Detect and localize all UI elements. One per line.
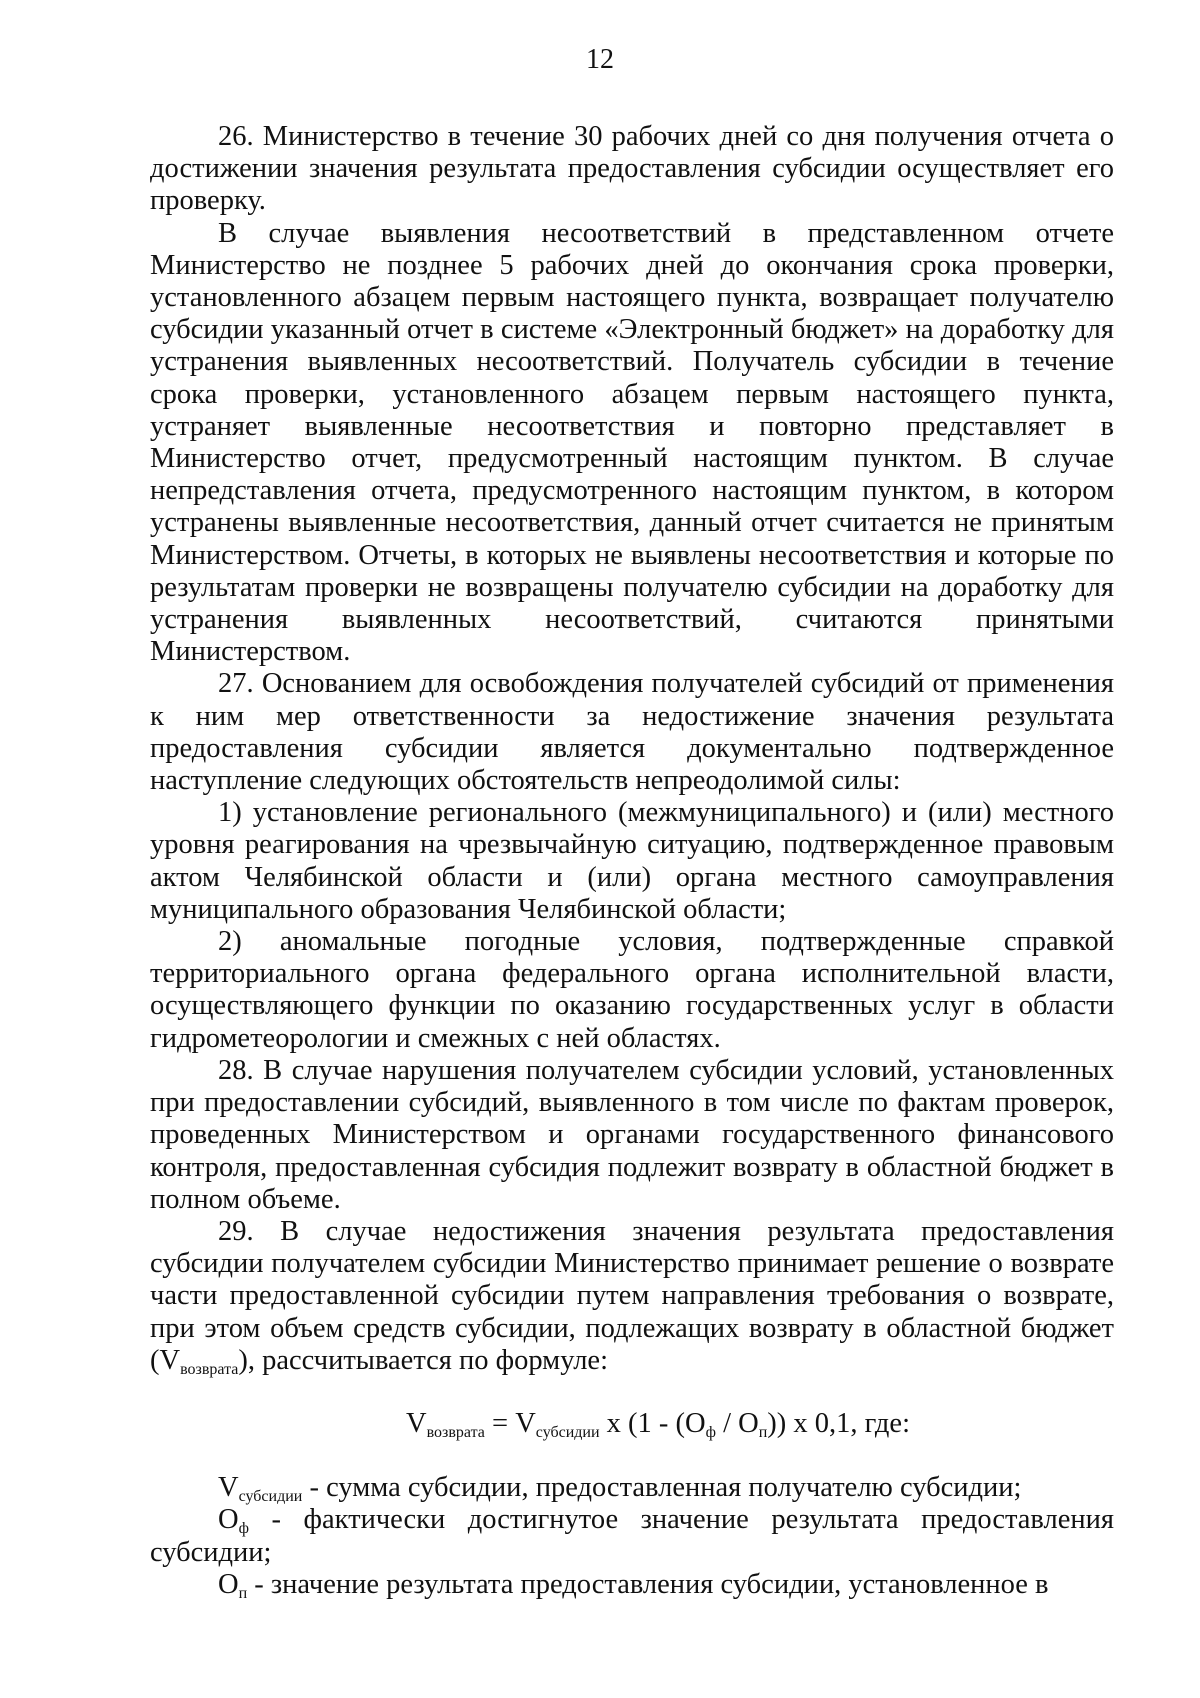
formula [150, 1408, 1114, 1440]
paragraph-27-item-2: 2) аномальные погодные условия, подтвержденные справкой территориального органа федерального органа исполнительной власти, осуществляющего функции по оказанию государственных услуг в области гидрометеорологии и смежных с ней областях. [150, 926, 1114, 1054]
definition-v-subsidy-symbol: V [218, 1472, 239, 1504]
paragraph-29-tail: рассчитывается по формуле: [262, 1344, 608, 1376]
document-body [150, 121, 1114, 1601]
definition-v-subsidy [150, 1472, 1114, 1504]
formula-v-return-sub: возврата [426, 1423, 485, 1441]
definition-o-fact [150, 1504, 1114, 1568]
formula-equals: = V [484, 1407, 536, 1439]
definition-v-subsidy-sub: субсидии [238, 1488, 303, 1506]
definition-o-plan-sub: п [238, 1584, 248, 1602]
formula-v-subsidy-sub: субсидии [535, 1423, 600, 1441]
definition-o-plan-symbol: O [218, 1568, 239, 1600]
paragraph-29-text: 29. В случае недостижения значения результата предоставления субсидии получателем субсидии Министерство принимает решение о возврате части предоставленной субсидии путем направления требования о возврате, при этом объем средств субсидии, подлежащих возврату в областной бюджет (V [150, 1215, 1114, 1376]
definition-v-subsidy-text: - сумма субсидии, предоставленная получателю субсидии; [302, 1472, 1022, 1504]
formula-o-plan-sub: п [758, 1423, 768, 1441]
definition-o-plan [150, 1569, 1114, 1601]
formula-end: )) x 0,1, где: [767, 1407, 910, 1439]
page-number: 12 [586, 44, 614, 75]
definition-o-plan-text: - значение результата предоставления субсидии, установленное в [247, 1568, 1049, 1600]
formula-slash: / O [715, 1407, 759, 1439]
formula-o-fact-sub: ф [705, 1423, 716, 1441]
paragraph-27: 27. Основанием для освобождения получателей субсидий от применения к ним мер ответственности за недостижение значения результата предоставления субсидии является документально подтвержденное наступление следующих обстоятельств непреодолимой силы: [150, 668, 1114, 797]
paragraph-29 [150, 1216, 1114, 1377]
formula-mid: x (1 - (O [599, 1407, 706, 1439]
definition-o-fact-text: - фактически достигнутое значение результата предоставления субсидии; [150, 1504, 1114, 1568]
definition-o-fact-symbol: O [218, 1504, 239, 1536]
formula-v-return: V [406, 1407, 427, 1439]
paragraph-29-subscript: возврата [180, 1360, 239, 1378]
paragraph-28: 28. В случае нарушения получателем субсидии условий, установленных при предоставлении субсидий, выявленного в том числе по фактам проверок, проведенных Министерством и органами государственного финансового контроля, предоставленная субсидия подлежит возврату в областной бюджет в полном объеме. [150, 1054, 1114, 1215]
paragraph-27-item-1: 1) установление регионального (межмуниципального) и (или) местного уровня реагирования на чрезвычайную ситуацию, подтвержденное правовым актом Челябинской области и (или) органа местного самоуправления муниципального образования Челябинской области; [150, 797, 1114, 925]
definition-o-fact-sub: ф [238, 1520, 249, 1538]
paragraph-26-second: В случае выявления несоответствий в представленном отчете Министерство не позднее 5 рабочих дней до окончания срока проверки, установленного абзацем первым настоящего пункта, возвращает получателю субсидии указанный отчет в системе «Электронный бюджет» на доработку для устранения выявленных несоответствий. Получатель субсидии в течение срока проверки, установленного абзацем первым настоящего пункта, устраняет выявленные несоответствия и повторно представляет в Министерство отчет, предусмотренный настоящим пунктом. В случае непредставления отчета, предусмотренного настоящим пунктом, в котором устранены выявленные несоответствия, данный отчет считается не принятым Министерством. Отчеты, в которых не выявлены несоответствия и которые по результатам проверки не возвращены получателю субсидии на доработку для устранения выявленных несоответствий, считаются принятыми Министерством. [150, 217, 1114, 668]
paragraph-26: 26. Министерство в течение 30 рабочих дней со дня получения отчета о достижении значения результата предоставления субсидии осуществляет его проверку. [150, 121, 1114, 217]
paragraph-29-close: ), [238, 1344, 255, 1376]
